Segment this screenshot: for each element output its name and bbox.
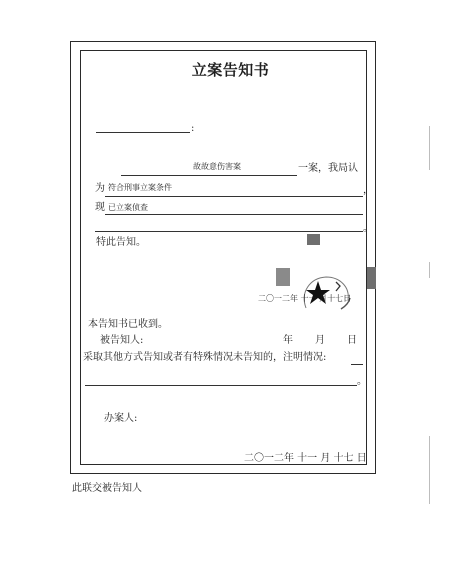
scan-redaction-mark: [276, 268, 290, 286]
scan-redaction-mark: [307, 234, 320, 245]
case-name-line: [121, 175, 297, 176]
document-title: 立案告知书: [191, 61, 270, 79]
copy-note: 此联交被告知人: [72, 483, 142, 494]
blank-line-end: 。: [363, 223, 373, 234]
received-text: 本告知书已收到。: [88, 319, 168, 330]
status-prefix: 现: [95, 202, 105, 213]
form-inner-frame: [80, 50, 367, 465]
other-method-line-end: 。: [357, 376, 367, 387]
case-line-suffix: 一案，我局认: [298, 163, 358, 174]
other-method-text: 采取其他方式告知或者有特殊情况未告知的，注明情况:: [83, 352, 327, 363]
scan-redaction-mark: [367, 267, 376, 289]
status-value: 已立案侦查: [108, 203, 148, 212]
case-name-value: 故故意伤害案: [193, 162, 241, 171]
other-method-short-line: [351, 364, 363, 365]
recipient-name-line: [96, 132, 190, 133]
recipient-colon: :: [191, 123, 195, 134]
bottom-date: 二〇一二年 十一 月 十七 日: [244, 453, 367, 464]
status-line: [105, 214, 363, 215]
reason-line: [105, 196, 363, 197]
notified-person-label: 被告知人:: [100, 335, 144, 346]
case-officer-label: 办案人:: [104, 413, 138, 424]
scan-edge-mark: [429, 262, 430, 278]
signature-day-label: 日: [347, 335, 357, 346]
reason-value: 符合刑事立案条件: [108, 183, 172, 192]
signature-month-label: 月: [315, 335, 325, 346]
scan-edge-mark: [429, 436, 430, 504]
issue-date: 二〇一二年 十一 月十七日: [258, 294, 352, 303]
signature-year-label: 年: [283, 335, 293, 346]
reason-line-end: ，: [363, 185, 373, 196]
blank-line: [95, 231, 363, 232]
reason-prefix: 为: [95, 183, 105, 194]
notice-text: 特此告知。: [96, 237, 146, 248]
scan-edge-mark: [429, 126, 430, 170]
other-method-line: [85, 385, 357, 386]
